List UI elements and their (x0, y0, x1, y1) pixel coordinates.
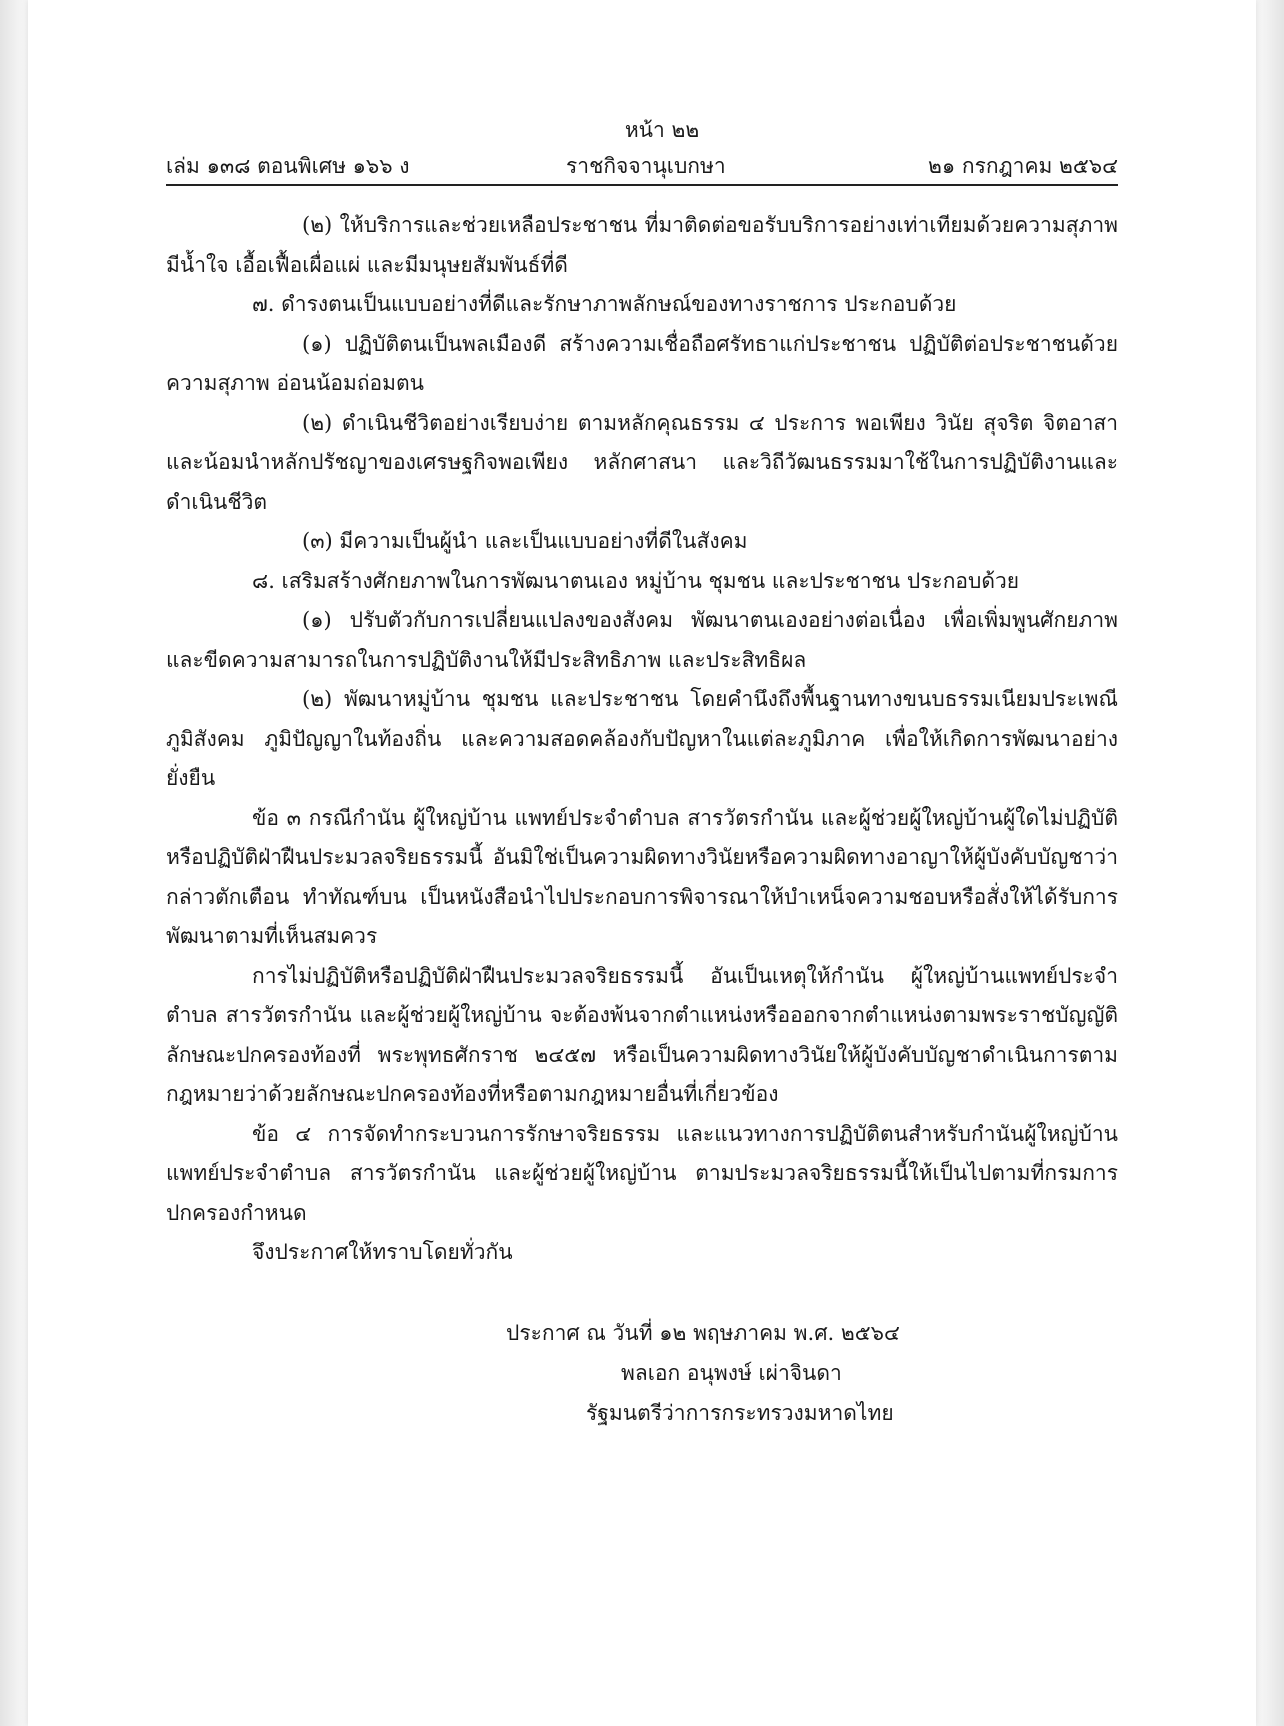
paragraph: ๘. เสริมสร้างศักยภาพในการพัฒนาตนเอง หมู่บ้าน ชุมชน และประชาชน ประกอบด้วย (252, 568, 1020, 593)
paragraph: การไม่ปฏิบัติหรือปฏิบัติฝ่าฝืนประมวลจริยธรรมนี้ อันเป็นเหตุให้กำนัน ผู้ใหญ่บ้านแพทย์ประจำตำบล สารวัตรกำนัน และผู้ช่วยผู้ใหญ่บ้าน จะต้องพ้นจากตำแหน่งหรือออกจากตำแหน่งตามพระราชบัญญัติลักษณะปกครองท้องที่ พระพุทธศักราช ๒๔๕๗ หรือเป็นความผิดทางวินัยให้ผู้บังคับบัญชาดำเนินการตามกฎหมายว่าด้วยลักษณะปกครองท้องที่หรือตามกฎหมายอื่นที่เกี่ยวข้อง (166, 963, 1118, 1106)
paragraph: ๗. ดำรงตนเป็นแบบอย่างที่ดีและรักษาภาพลักษณ์ของทางราชการ ประกอบด้วย (252, 292, 957, 316)
paragraph: ข้อ ๔ การจัดทำกระบวนการรักษาจริยธรรม และแนวทางการปฏิบัติตนสำหรับกำนันผู้ใหญ่บ้าน แพทย์ประจำตำบล สารวัตรกำนัน และผู้ช่วยผู้ใหญ่บ้าน ตามประมวลจริยธรรมนี้ให้เป็นไปตามที่กรมการปกครองกำหนด (166, 1121, 1118, 1225)
page-number: หน้า ๒๒ (624, 118, 700, 142)
document-body (166, 206, 1118, 1273)
gazette-document (166, 112, 1118, 1433)
signature-block (506, 1313, 1118, 1433)
gazette-header (166, 148, 1118, 186)
paragraph: (๓) มีความเป็นผู้นำ และเป็นแบบอย่างที่ดีในสังคม (302, 529, 748, 553)
paragraph: ข้อ ๓ กรณีกำนัน ผู้ใหญ่บ้าน แพทย์ประจำตำบล สารวัตรกำนัน และผู้ช่วยผู้ใหญ่บ้านผู้ใดไม่ปฏิบัติหรือปฏิบัติฝ่าฝืนประมวลจริยธรรมนี้ อันมิใช่เป็นความผิดทางวินัยหรือความผิดทางอาญาให้ผู้บังคับบัญชาว่ากล่าวตักเตือน ทำทัณฑ์บน เป็นหนังสือนำไปประกอบการพิจารณาให้บำเหน็จความชอบหรือสั่งให้ได้รับการพัฒนาตามที่เห็นสมควร (166, 805, 1118, 948)
paragraph: (๒) ดำเนินชีวิตอย่างเรียบง่าย ตามหลักคุณธรรม ๔ ประการ พอเพียง วินัย สุจริต จิตอาสา และน้อมนำหลักปรัชญาของเศรษฐกิจพอเพียง หลักศาสนา และวิถีวัฒนธรรมมาใช้ในการปฏิบัติงานและดำเนินชีวิต (166, 410, 1118, 514)
publication-date: ๒๑ กรกฎาคม ๒๕๖๔ (928, 154, 1118, 178)
signatory-name: พลเอก อนุพงษ์ เผ่าจินดา (621, 1360, 842, 1385)
signatory-position: รัฐมนตรีว่าการกระทรวงมหาดไทย (586, 1400, 894, 1425)
paragraph: (๒) พัฒนาหมู่บ้าน ชุมชน และประชาชน โดยคำนึงถึงพื้นฐานทางขนบธรรมเนียมประเพณี ภูมิสังคม ภูมิปัญญาในท้องถิ่น และความสอดคล้องกับปัญหาในแต่ละภูมิภาค เพื่อให้เกิดการพัฒนาอย่างยั่งยืน (166, 687, 1118, 790)
volume-issue: เล่ม ๑๓๘ ตอนพิเศษ ๑๖๖ ง (166, 154, 410, 178)
paragraph: จึงประกาศให้ทราบโดยทั่วกัน (252, 1240, 513, 1264)
document-page (28, 0, 1256, 1726)
paragraph: (๑) ปรับตัวกับการเปลี่ยนแปลงของสังคม พัฒนาตนเองอย่างต่อเนื่อง เพื่อเพิ่มพูนศักยภาพและขีดความสามารถในการปฏิบัติงานให้มีประสิทธิภาพ และประสิทธิผล (166, 608, 1118, 672)
announcement-date: ประกาศ ณ วันที่ ๑๒ พฤษภาคม พ.ศ. ๒๕๖๔ (506, 1320, 900, 1345)
paragraph: (๑) ปฏิบัติตนเป็นพลเมืองดี สร้างความเชื่อถือศรัทธาแก่ประชาชน ปฏิบัติต่อประชาชนด้วยความสุภาพ อ่อนน้อมถ่อมตน (166, 331, 1118, 395)
journal-name: ราชกิจจานุเบกษา (566, 154, 726, 178)
paragraph: (๒) ให้บริการและช่วยเหลือประชาชน ที่มาติดต่อขอรับบริการอย่างเท่าเทียมด้วยความสุภาพ มีน้ำใจ เอื้อเฟื้อเผื่อแผ่ และมีมนุษยสัมพันธ์ที่ดี (166, 213, 1118, 277)
